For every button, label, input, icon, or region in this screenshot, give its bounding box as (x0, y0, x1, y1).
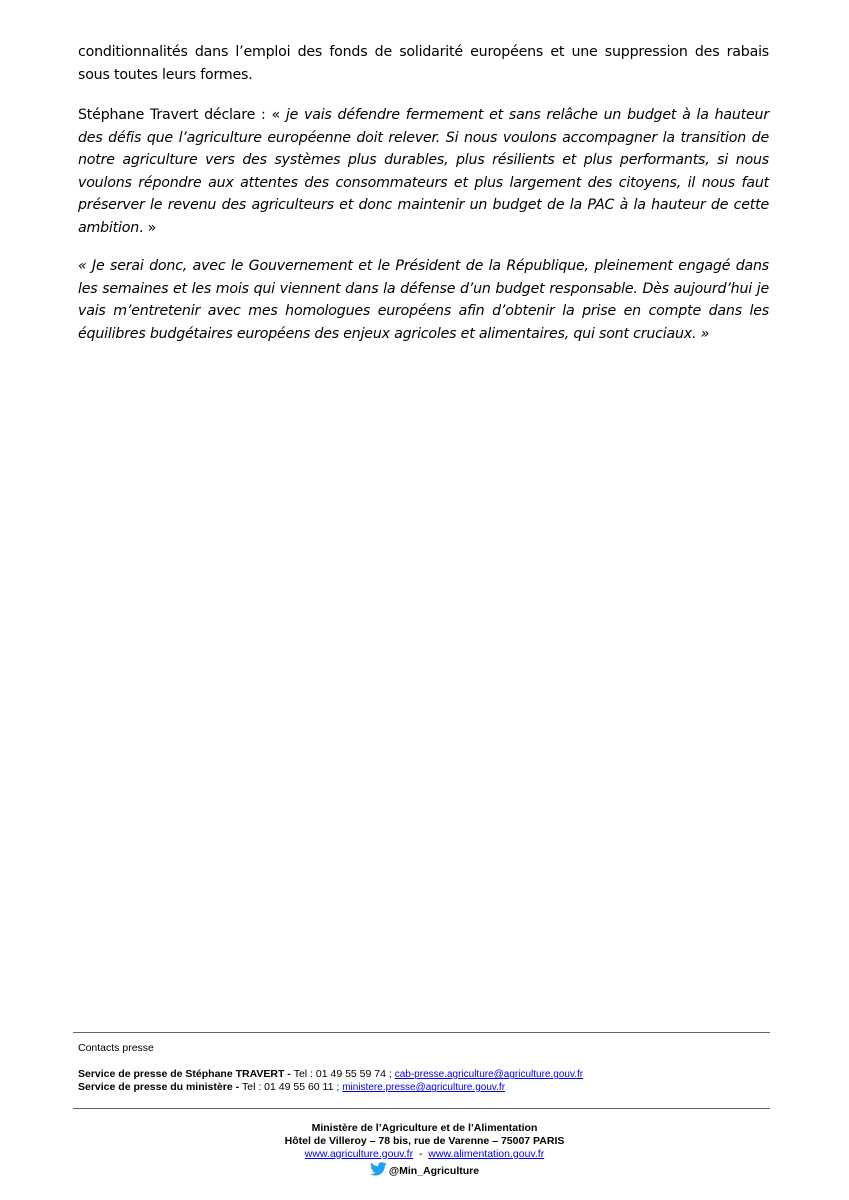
declaration-quote: je vais défendre fermement et sans relâche un budget à la hauteur des défis que l’agriculture européenne doit relever. Si nous voulons accompagner la transition de notre agriculture vers des systèmes plus durables, plus résilients et plus performants, si nous voulons répondre aux attentes des consommateurs et plus largement des citoyens, il nous faut préserver le revenu des agriculteurs et donc maintenir un budget de la PAC à la hauteur de cette ambition (78, 107, 769, 236)
contacts-title: Contacts presse (78, 1042, 154, 1054)
footer-address: Hôtel de Villeroy – 78 bis, rue de Varenne – 75007 PARIS (284, 1135, 565, 1147)
paragraph-declaration (78, 104, 769, 239)
footer-site-agriculture-link[interactable]: www.agriculture.gouv.fr (304, 1148, 414, 1160)
paragraph-engagement (78, 255, 769, 345)
footer-divider (73, 1108, 770, 1109)
declaration-lead: Stéphane Travert déclare : « (78, 107, 286, 123)
paragraph-intro-text: conditionnalités dans l’emploi des fonds de solidarité européens et une suppression des rabais sous toutes leurs formes. (78, 44, 769, 83)
footer-ministry-name: Ministère de l’Agriculture et de l’Alimentation (311, 1122, 538, 1134)
footer-site-alimentation-link[interactable]: www.alimentation.gouv.fr (428, 1148, 545, 1160)
footer-twitter-handle: @Min_Agriculture (388, 1165, 480, 1177)
paragraph-engagement-text: « Je serai donc, avec le Gouvernement et le Président de la République, pleinement engagé dans les semaines et les mois qui viennent dans la défense d’un budget responsable. Dès aujourd’hui je vais m’entretenir avec mes homologues européens afin d’obtenir la prise en compte dans les équilibres budgétaires européens des enjeux agricoles et alimentaires, qui sont cruciaux. » (78, 258, 769, 342)
contacts-divider-top (73, 1032, 770, 1033)
contact-line-minister (78, 1068, 583, 1080)
twitter-bird-icon (370, 1162, 387, 1176)
footer-twitter[interactable] (0, 1162, 849, 1177)
footer-websites (0, 1148, 849, 1160)
footer-site-separator: - (413, 1148, 429, 1160)
contact-ministry-tel: Tel : 01 49 55 60 11 ; (242, 1081, 343, 1093)
contact-ministry-label: Service de presse du ministère - (78, 1081, 242, 1093)
contact-ministry-email-link[interactable]: ministere.presse@agriculture.gouv.fr (342, 1082, 506, 1093)
contact-minister-email-link[interactable]: cab-presse.agriculture@agriculture.gouv.fr (394, 1069, 584, 1080)
contact-minister-tel: Tel : 01 49 55 59 74 ; (293, 1068, 395, 1080)
declaration-tail: . » (139, 219, 157, 236)
contact-line-ministry (78, 1081, 505, 1093)
paragraph-intro (78, 41, 769, 86)
contact-minister-label: Service de presse de Stéphane TRAVERT - (78, 1068, 294, 1080)
